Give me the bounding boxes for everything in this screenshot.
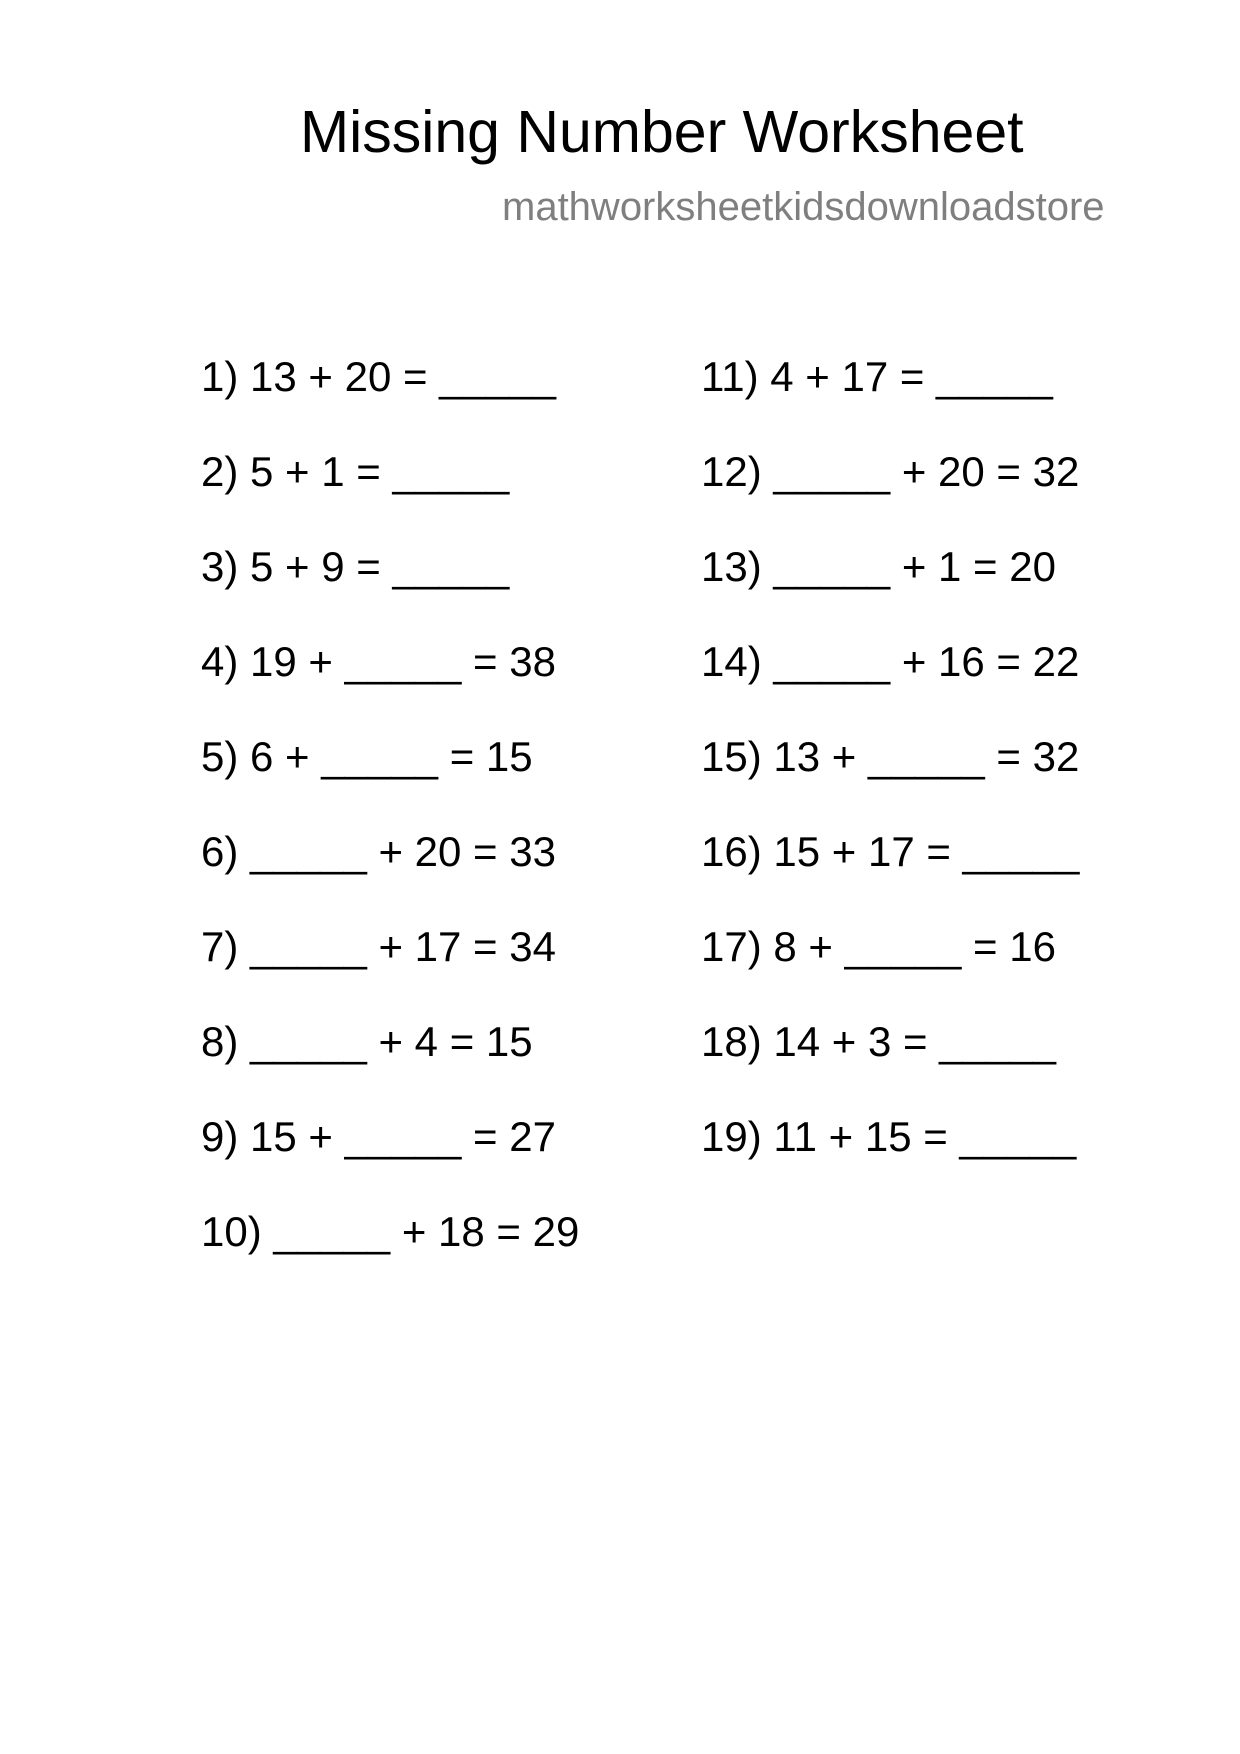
worksheet-source-label: mathworksheetkidsdownloadstore <box>502 185 1105 229</box>
problem-item: 10) _____ + 18 = 29 <box>201 1208 580 1255</box>
problem-item: 8) _____ + 4 = 15 <box>201 1018 533 1065</box>
problem-item: 17) 8 + _____ = 16 <box>701 923 1056 970</box>
problem-item: 12) _____ + 20 = 32 <box>701 448 1080 495</box>
problem-item: 11) 4 + 17 = _____ <box>701 353 1053 400</box>
problem-item: 5) 6 + _____ = 15 <box>201 733 533 780</box>
problem-column-right <box>701 352 1079 1207</box>
problem-item: 16) 15 + 17 = _____ <box>701 828 1080 875</box>
worksheet-title: Missing Number Worksheet <box>300 99 1024 165</box>
problem-item: 9) 15 + _____ = 27 <box>201 1113 556 1160</box>
problem-item: 13) _____ + 1 = 20 <box>701 543 1056 590</box>
problem-item: 7) _____ + 17 = 34 <box>201 923 556 970</box>
problem-item: 6) _____ + 20 = 33 <box>201 828 556 875</box>
problem-item: 3) 5 + 9 = _____ <box>201 543 510 590</box>
problem-item: 18) 14 + 3 = _____ <box>701 1018 1056 1065</box>
problem-item: 2) 5 + 1 = _____ <box>201 448 510 495</box>
problem-item: 19) 11 + 15 = _____ <box>701 1113 1077 1160</box>
problem-item: 14) _____ + 16 = 22 <box>701 638 1080 685</box>
problem-column-left <box>201 352 579 1302</box>
problem-item: 1) 13 + 20 = _____ <box>201 353 556 400</box>
problem-item: 15) 13 + _____ = 32 <box>701 733 1080 780</box>
problem-item: 4) 19 + _____ = 38 <box>201 638 556 685</box>
